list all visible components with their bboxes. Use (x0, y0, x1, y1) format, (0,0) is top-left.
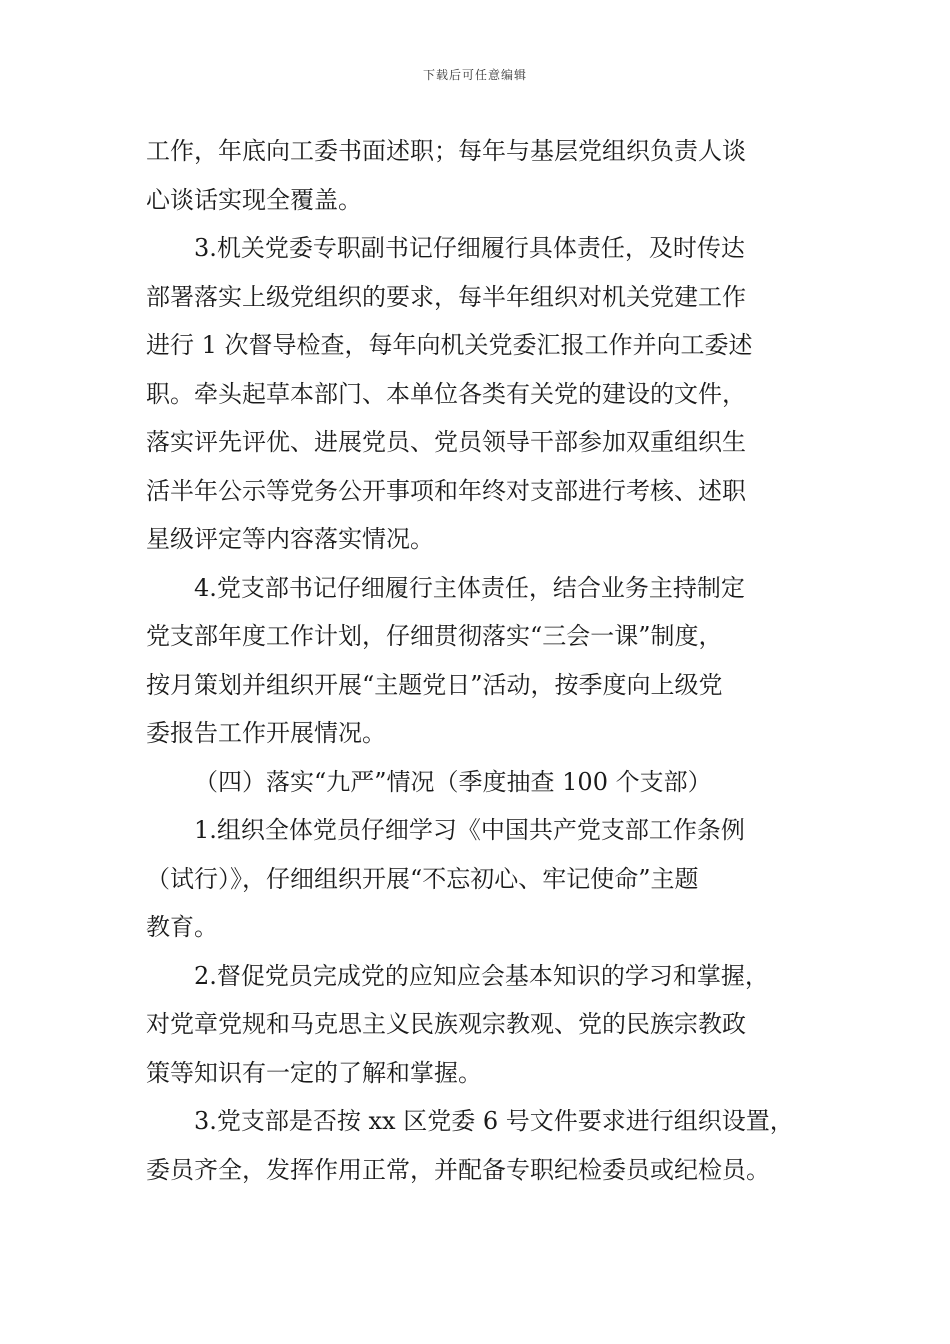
document-body (146, 127, 820, 1194)
body-line: 策等知识有一定的了解和掌握。 (146, 1058, 482, 1087)
body-line: 对党章党规和马克思主义民族观宗教观、党的民族宗教政 (146, 1010, 746, 1038)
body-line: 3.党支部是否按 xx 区党委 6 号文件要求进行组织设置， (194, 1107, 794, 1135)
body-line: 星级评定等内容落实情况。 (146, 525, 434, 553)
body-line: 2.督促党员完成党的应知应会基本知识的学习和掌握， (194, 961, 769, 990)
body-line: 进行 1 次督导检查，每年向机关党委汇报工作并向工委述 (146, 331, 753, 359)
body-line: 委报告工作开展情况。 (146, 719, 386, 747)
body-line: 落实评先评优、进展党员、党员领导干部参加双重组织生 (146, 428, 746, 456)
body-line: 1.组织全体党员仔细学习《中国共产党支部工作条例 (194, 816, 745, 844)
body-line: 按月策划并组织开展“主题党日”活动，按季度向上级党 (146, 670, 723, 699)
body-line: 心谈话实现全覆盖。 (146, 185, 362, 214)
body-line: 4.党支部书记仔细履行主体责任，结合业务主持制定 (194, 573, 745, 602)
body-line: 教育。 (146, 913, 218, 941)
body-line: 部署落实上级党组织的要求，每半年组织对机关党建工作 (146, 282, 746, 311)
page-header: 下载后可任意编辑 (422, 68, 527, 82)
body-line: 党支部年度工作计划，仔细贯彻落实“三会一课”制度， (146, 622, 723, 650)
body-line: 委员齐全，发挥作用正常，并配备专职纪检委员或纪检员。 (146, 1155, 770, 1184)
body-line: 活半年公示等党务公开事项和年终对支部进行考核、述职 (146, 476, 746, 505)
body-line: 3.机关党委专职副书记仔细履行具体责任，及时传达 (194, 234, 745, 262)
body-line: 职。牵头起草本部门、本单位各类有关党的建设的文件， (146, 379, 746, 408)
body-line: 工作，年底向工委书面述职；每年与基层党组织负责人谈 (146, 137, 746, 165)
body-line: （试行）》，仔细组织开展“不忘初心、牢记使命”主题 (146, 864, 699, 893)
section-heading: （四）落实“九严”情况（季度抽查 100 个支部） (194, 767, 712, 796)
